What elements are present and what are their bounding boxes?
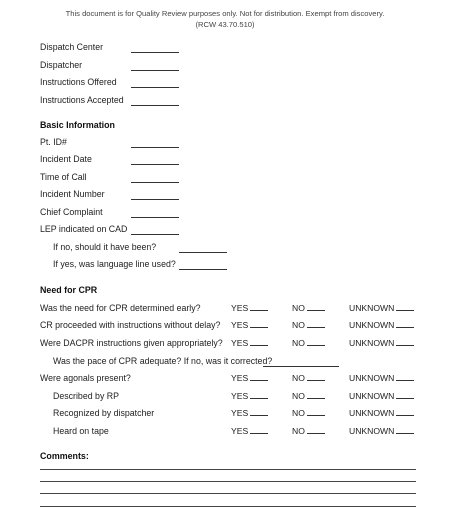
unknown-blank[interactable]: [396, 304, 414, 311]
no-blank[interactable]: [307, 427, 325, 434]
dispatcher-label: Dispatcher: [40, 60, 83, 70]
unknown-label: UNKNOWN: [349, 303, 395, 313]
no-blank[interactable]: [307, 392, 325, 399]
yes-blank[interactable]: [250, 339, 268, 346]
comments-line[interactable]: [40, 506, 416, 507]
no-blank[interactable]: [307, 409, 325, 416]
no-option[interactable]: [292, 303, 325, 313]
no-label: NO: [292, 426, 305, 436]
instructions-offered-field[interactable]: [131, 87, 179, 88]
no-label: NO: [292, 391, 305, 401]
unknown-option[interactable]: [349, 338, 414, 348]
yes-option[interactable]: [231, 303, 268, 313]
yes-label: YES: [231, 426, 249, 436]
comments-line[interactable]: [40, 493, 416, 494]
cpr-pace-field[interactable]: [263, 366, 339, 367]
lep-cad-field[interactable]: [131, 234, 179, 235]
unknown-blank[interactable]: [396, 409, 414, 416]
unknown-label: UNKNOWN: [349, 391, 395, 401]
unknown-label: UNKNOWN: [349, 408, 395, 418]
incident-date-field[interactable]: [131, 164, 179, 165]
no-blank[interactable]: [307, 321, 325, 328]
no-label: NO: [292, 320, 305, 330]
no-label: NO: [292, 373, 305, 383]
lep-cad-label: LEP indicated on CAD: [40, 224, 128, 234]
described-by-rp-label: Described by RP: [53, 391, 120, 401]
incident-number-field[interactable]: [131, 199, 179, 200]
no-blank[interactable]: [307, 339, 325, 346]
dispatch-center-field[interactable]: [131, 52, 179, 53]
pt-id-field[interactable]: [131, 147, 179, 148]
yes-blank[interactable]: [250, 427, 268, 434]
dacpr-instructions-label: Were DACPR instructions given appropriately?: [40, 338, 223, 348]
instructions-offered-label: Instructions Offered: [40, 77, 117, 87]
time-of-call-field[interactable]: [131, 182, 179, 183]
no-label: NO: [292, 408, 305, 418]
yes-option[interactable]: [231, 391, 268, 401]
should-have-been-label: If no, should it have been?: [53, 242, 157, 252]
yes-label: YES: [231, 391, 249, 401]
no-label: NO: [292, 303, 305, 313]
yes-blank[interactable]: [250, 392, 268, 399]
language-line-label: If yes, was language line used?: [53, 259, 176, 269]
comments-line[interactable]: [40, 469, 416, 470]
comments-heading: Comments:: [40, 451, 89, 461]
yes-label: YES: [231, 303, 249, 313]
yes-option[interactable]: [231, 338, 268, 348]
unknown-label: UNKNOWN: [349, 373, 395, 383]
yes-blank[interactable]: [250, 304, 268, 311]
unknown-option[interactable]: [349, 320, 414, 330]
yes-option[interactable]: [231, 426, 268, 436]
time-of-call-label: Time of Call: [40, 172, 87, 182]
cpr-determined-early-label: Was the need for CPR determined early?: [40, 303, 201, 313]
language-line-field[interactable]: [179, 269, 227, 270]
dispatch-center-label: Dispatch Center: [40, 42, 104, 52]
chief-complaint-field[interactable]: [131, 217, 179, 218]
yes-option[interactable]: [231, 408, 268, 418]
yes-label: YES: [231, 320, 249, 330]
need-for-cpr-heading: Need for CPR: [40, 285, 98, 295]
no-blank[interactable]: [307, 374, 325, 381]
incident-number-label: Incident Number: [40, 189, 105, 199]
yes-label: YES: [231, 408, 249, 418]
instructions-accepted-label: Instructions Accepted: [40, 95, 124, 105]
cr-proceeded-label: CR proceeded with instructions without delay?: [40, 320, 221, 330]
disclaimer-text: This document is for Quality Review purposes only. Not for distribution. Exempt from discovery.: [65, 9, 385, 18]
unknown-option[interactable]: [349, 391, 414, 401]
yes-label: YES: [231, 373, 249, 383]
should-have-been-field[interactable]: [179, 252, 227, 253]
yes-blank[interactable]: [250, 321, 268, 328]
unknown-label: UNKNOWN: [349, 338, 395, 348]
unknown-option[interactable]: [349, 303, 414, 313]
unknown-blank[interactable]: [396, 374, 414, 381]
chief-complaint-label: Chief Complaint: [40, 207, 103, 217]
incident-date-label: Incident Date: [40, 154, 92, 164]
cpr-pace-label: Was the pace of CPR adequate? If no, was it corrected?: [53, 356, 273, 366]
unknown-blank[interactable]: [396, 339, 414, 346]
unknown-option[interactable]: [349, 408, 414, 418]
heard-on-tape-label: Heard on tape: [53, 426, 109, 436]
agonals-present-label: Were agonals present?: [40, 373, 131, 383]
unknown-option[interactable]: [349, 426, 414, 436]
basic-information-heading: Basic Information: [40, 120, 115, 130]
disclaimer-rcw: (RCW 43.70.510): [195, 20, 255, 29]
unknown-blank[interactable]: [396, 392, 414, 399]
no-option[interactable]: [292, 426, 325, 436]
pt-id-label: Pt. ID#: [40, 137, 67, 147]
yes-option[interactable]: [231, 373, 268, 383]
no-option[interactable]: [292, 320, 325, 330]
unknown-option[interactable]: [349, 373, 414, 383]
yes-label: YES: [231, 338, 249, 348]
unknown-blank[interactable]: [396, 427, 414, 434]
no-option[interactable]: [292, 373, 325, 383]
unknown-label: UNKNOWN: [349, 320, 395, 330]
no-label: NO: [292, 338, 305, 348]
no-option[interactable]: [292, 391, 325, 401]
instructions-accepted-field[interactable]: [131, 105, 179, 106]
dispatcher-field[interactable]: [131, 70, 179, 71]
comments-line[interactable]: [40, 481, 416, 482]
unknown-blank[interactable]: [396, 321, 414, 328]
yes-blank[interactable]: [250, 409, 268, 416]
yes-option[interactable]: [231, 320, 268, 330]
yes-blank[interactable]: [250, 374, 268, 381]
no-option[interactable]: [292, 408, 325, 418]
no-blank[interactable]: [307, 304, 325, 311]
recognized-by-dispatcher-label: Recognized by dispatcher: [53, 408, 155, 418]
no-option[interactable]: [292, 338, 325, 348]
unknown-label: UNKNOWN: [349, 426, 395, 436]
